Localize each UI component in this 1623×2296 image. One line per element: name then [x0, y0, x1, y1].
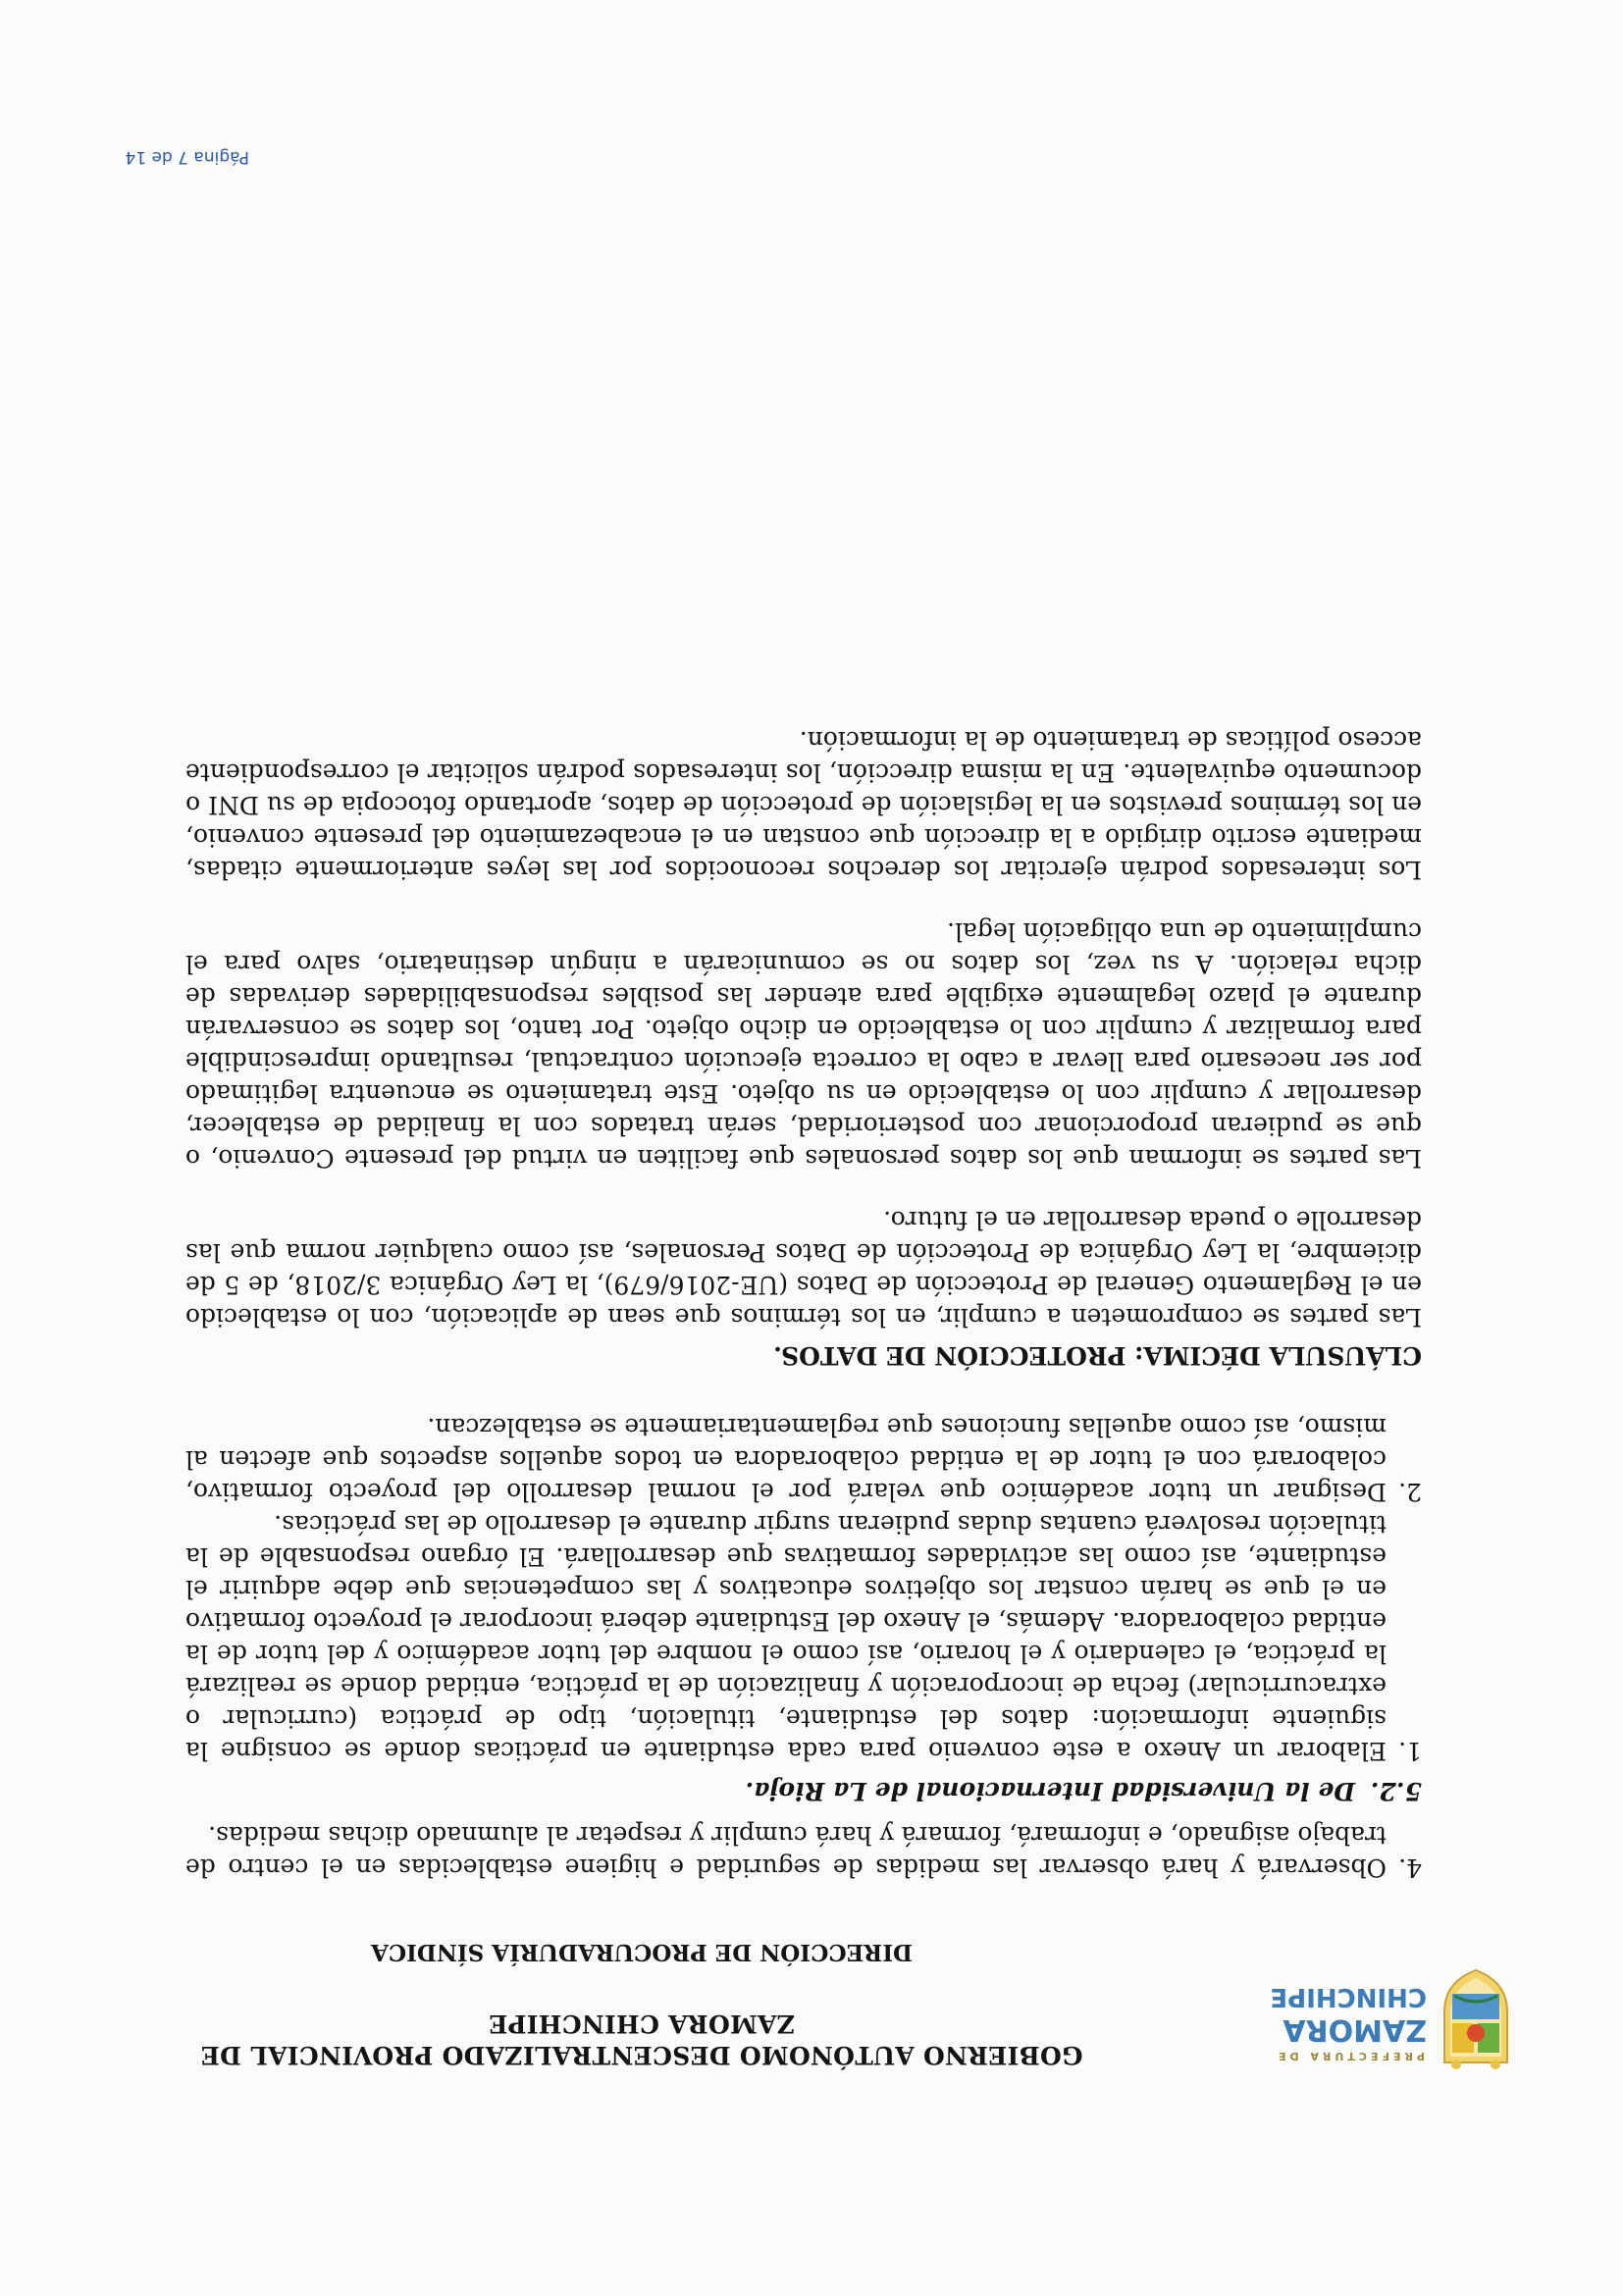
logo-chinchipe: CHINCHIPE	[1270, 1982, 1427, 2011]
document-body	[185, 695, 1422, 1884]
org-line-2: ZAMORA CHINCHIPE	[489, 2009, 795, 2038]
logo-zamora: ZAMORA	[1283, 2012, 1427, 2047]
section-title: De la Universidad Internacional de La Rioja.	[745, 1777, 1355, 1805]
list-item	[185, 1411, 1422, 1508]
organization-name	[63, 1937, 1221, 2070]
section-heading	[185, 1775, 1422, 1807]
item-text: Designar un tutor académico que velará por el normal desarrollo del proyecto formativo, colaborará con el tutor de la entidad colaboradora en todos aquellos aspectos que afecten al mismo, así como aquellas funciones que reglamentariamente se establezcan.	[185, 1413, 1387, 1506]
org-line-1: GOBIERNO AUTÓNOMO DESCENTRALIZADO PROVINCIAL DE	[200, 2041, 1083, 2069]
department-title: DIRECCIÓN DE PROCURADURÍA SÍNDICA	[371, 1939, 914, 1965]
item-number: 2.	[1398, 1478, 1422, 1506]
paragraph: Las partes se comprometen a cumplir, en los términos que sean de aplicación, con lo establecido en el Reglamento General de Protección de Datos (UE-2016/679), la Ley Orgánica 3/2018, de 5 de diciembre, la Ley Orgánica de Protección de Datos Personales, así como cualquier norma que las desarrolle o pueda desarrollar en el futuro.	[185, 1206, 1422, 1331]
list-item	[185, 1508, 1422, 1767]
page-number: Página 7 de 14	[125, 147, 249, 167]
letterhead	[63, 1925, 1515, 2072]
item-number: 1.	[1398, 1737, 1422, 1765]
clause-heading: CLÁUSULA DÉCIMA: PROTECCIÓN DE DATOS.	[773, 1341, 1422, 1370]
section-number: 5.2.	[1370, 1777, 1422, 1805]
item-number: 4.	[1398, 1853, 1422, 1882]
coat-of-arms-icon	[1437, 1964, 1515, 2072]
list-item	[185, 1819, 1422, 1884]
item-text: Elaborar un Anexo a este convenio para cada estudiante en prácticas donde se consigne la siguiente información: datos del estudiante, titulación, tipo de práctica (curricular o extracurricular) fecha de incorporación y finalización de la práctica, entidad donde se realizará la práctica, el calendario y el horario, así como el nombre del tutor académico y del tutor de la entidad colaboradora. Además, el Anexo del Estudiante deberá incorporar el proyecto formativo en el que se harán constar los objetivos educativos y las competencias que debe adquirir el estudiante, así como las actividades formativas que desarrollará. El órgano responsable de la titulación resolverá cuantas dudas pudieran surgir durante el desarrollo de las prácticas.	[185, 1510, 1387, 1765]
paragraph: Los interesados podrán ejercitar los derechos reconocidos por las leyes anteriormente citadas, mediante escrito dirigido a la dirección que constan en el encabezamiento del presente convenio, en los términos previstos en la legislación de protección de datos, aportando fotocopia de su DNI o documento equivalente. En la misma dirección, los interesados podrán solicitar el correspondiente acceso políticas de tratamiento de la información.	[185, 726, 1422, 884]
prefectura-logo	[1240, 1925, 1515, 2072]
item-text: Observará y hará observar las medidas de seguridad e higiene establecidas en el centro de trabajo asignado, e informará, formará y hará cumplir y respetar al alumnado dichas medidas.	[185, 1821, 1387, 1882]
logo-prefix: PREFECTURA DE	[1274, 2050, 1425, 2062]
paragraph: Las partes se informan que los datos personales que faciliten en virtud del presente Convenio, o que se pudieran proporcionar con posterioridad, serán tratados con la finalidad de establecer, desarrollar y cumplir con lo establecido en su objeto. Este tratamiento se encuentra legitimado por ser necesario para llevar a cabo la correcta ejecución contractual, resultando imprescindible para formalizar y cumplir con lo establecido en dicho objeto. Por tanto, los datos se conservarán durante el plazo legalmente exigible para atender las posibles responsabilidades derivadas de dicha relación. A su vez, los datos no se comunicarán a ningún destinatario, salvo para el cumplimiento de una obligación legal.	[185, 917, 1422, 1173]
